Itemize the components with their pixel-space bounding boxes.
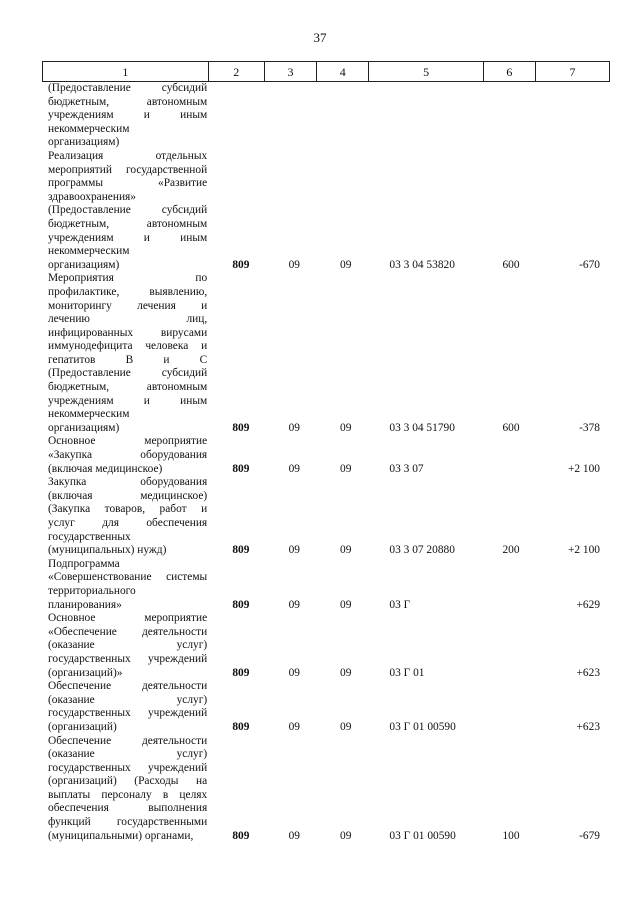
description-line: планирования» [48,598,122,611]
target-article: 03 Г 01 [389,666,425,679]
ministry-code: 809 [232,421,250,434]
description-line: мероприятий государственной [48,163,208,176]
expense-type: 100 [502,829,520,842]
section-code: 09 [288,258,300,271]
amount: +629 [576,598,601,611]
header-col-3: 3 [265,62,317,81]
ministry-code: 809 [232,666,250,679]
header-col-2: 2 [209,62,265,81]
description-line: организациям) [48,421,120,434]
description-line: учреждениям и иным [48,231,208,244]
expense-type: 200 [502,544,520,557]
section-code: 09 [288,720,300,733]
description-line: государственных учреждений [48,652,208,665]
header-col-1: 1 [43,62,209,81]
subsection-code: 09 [340,598,352,611]
description-line: мониторингу лечения и [48,299,208,312]
amount: -378 [579,421,601,434]
budget-table [42,61,610,843]
table-row [42,612,610,680]
description-line: государственных [48,530,131,543]
description-line: Основное мероприятие [48,612,208,625]
subsection-code: 09 [340,462,352,475]
row-description [42,735,207,844]
row-description [42,435,207,476]
subsection-code: 09 [340,720,352,733]
description-line: Реализация отдельных [48,149,208,162]
description-line: Подпрограмма [48,557,120,570]
description-line: Основное мероприятие [48,435,208,448]
ministry-code: 809 [232,462,250,475]
description-line: (включая медицинское) [48,489,208,502]
description-line: (Предоставление субсидий [48,204,208,217]
target-article: 03 3 04 53820 [389,258,455,271]
description-line: (Предоставление субсидий [48,367,208,380]
description-line: иммунодефицита человека и [48,340,208,353]
description-line: учреждениям и иным [48,109,208,122]
target-article: 03 Г [389,598,411,611]
ministry-code: 809 [232,258,250,271]
row-description [42,680,207,734]
description-line: организациям) [48,258,120,271]
description-line: организациям) [48,136,120,149]
description-line: некоммерческим [48,245,130,258]
amount: +2 100 [567,544,601,557]
target-article: 03 3 04 51790 [389,421,455,434]
table-body [42,82,610,843]
ministry-code: 809 [232,720,250,733]
row-description [42,612,207,680]
description-line: услуг для обеспечения [48,517,208,529]
description-line: инфицированных вирусами [48,326,208,339]
table-row [42,558,610,612]
table-row [42,476,610,558]
description-line: (организаций) (Расходы на [48,775,208,788]
target-article: 03 Г 01 00590 [389,720,456,733]
amount: -679 [579,829,601,842]
subsection-code: 09 [340,666,352,679]
target-article: 03 3 07 20880 [389,544,455,557]
description-line: (оказание услуг) [48,748,208,761]
description-line: «Закупка оборудования [48,449,208,462]
description-line: территориального [48,584,136,597]
description-line: (оказание услуг) [48,639,208,652]
row-description [42,558,207,612]
header-col-6: 6 [484,62,536,81]
section-code: 09 [288,598,300,611]
amount: +623 [576,666,601,679]
section-code: 09 [288,666,300,679]
ministry-code: 809 [232,598,250,611]
description-line: здравоохранения» [48,190,136,203]
section-code: 09 [288,829,300,842]
table-header [42,61,610,82]
row-description [42,82,207,272]
description-line: некоммерческим [48,122,130,135]
description-line: (организаций) [48,720,117,733]
description-line: (организаций)» [48,666,123,679]
amount: +623 [576,720,601,733]
description-line: обеспечения выполнения [48,802,208,815]
description-line: бюджетным, автономным [48,217,208,230]
target-article: 03 Г 01 00590 [389,829,456,842]
description-line: функций государственными [48,816,208,829]
description-line: выплаты персоналу в целях [48,788,208,801]
subsection-code: 09 [340,258,352,271]
section-code: 09 [288,421,300,434]
description-line: Обеспечение деятельности [48,680,208,693]
description-line: бюджетным, автономным [48,381,208,394]
header-col-4: 4 [317,62,369,81]
description-line: государственных учреждений [48,707,208,720]
description-line: «Обеспечение деятельности [48,625,208,638]
header-col-7: 7 [569,65,576,79]
description-line: (оказание услуг) [48,693,208,706]
ministry-code: 809 [232,544,250,557]
description-line: профилактике, выявлению, [48,285,208,298]
description-line: «Совершенствование системы [48,571,208,584]
description-line: (включая медицинское) [48,462,163,475]
amount: +2 100 [567,462,601,475]
description-line: гепатитов В и С [48,353,208,366]
ministry-code: 809 [232,829,250,842]
header-col-5: 5 [369,62,483,81]
table-row [42,272,610,435]
amount: -670 [579,258,601,271]
table-row [42,735,610,844]
subsection-code: 09 [340,421,352,434]
description-line: Закупка оборудования [48,476,208,489]
table-row [42,435,610,476]
description-line: программы «Развитие [48,177,208,190]
section-code: 09 [288,544,300,557]
description-line: Обеспечение деятельности [48,734,208,747]
expense-type: 600 [502,258,520,271]
description-line: государственных учреждений [48,761,208,774]
section-code: 09 [288,462,300,475]
target-article: 03 3 07 [389,462,424,475]
expense-type: 600 [502,421,520,434]
description-line: бюджетным, автономным [48,95,208,108]
description-line: некоммерческим [48,408,130,421]
description-line: (Закупка товаров, работ и [48,503,208,516]
subsection-code: 09 [340,544,352,557]
description-line: лечению лиц, [48,313,208,326]
subsection-code: 09 [340,829,352,842]
row-description [42,476,207,558]
description-line: учреждениям и иным [48,394,208,407]
description-line: (муниципальными) органами, [48,829,194,842]
description-line: (Предоставление субсидий [48,82,208,94]
description-line: Мероприятия по [48,272,208,285]
page-number: 37 [313,30,327,45]
description-line: (муниципальных) нужд) [48,544,167,557]
row-description [42,272,207,435]
table-row [42,82,610,272]
table-row [42,680,610,734]
